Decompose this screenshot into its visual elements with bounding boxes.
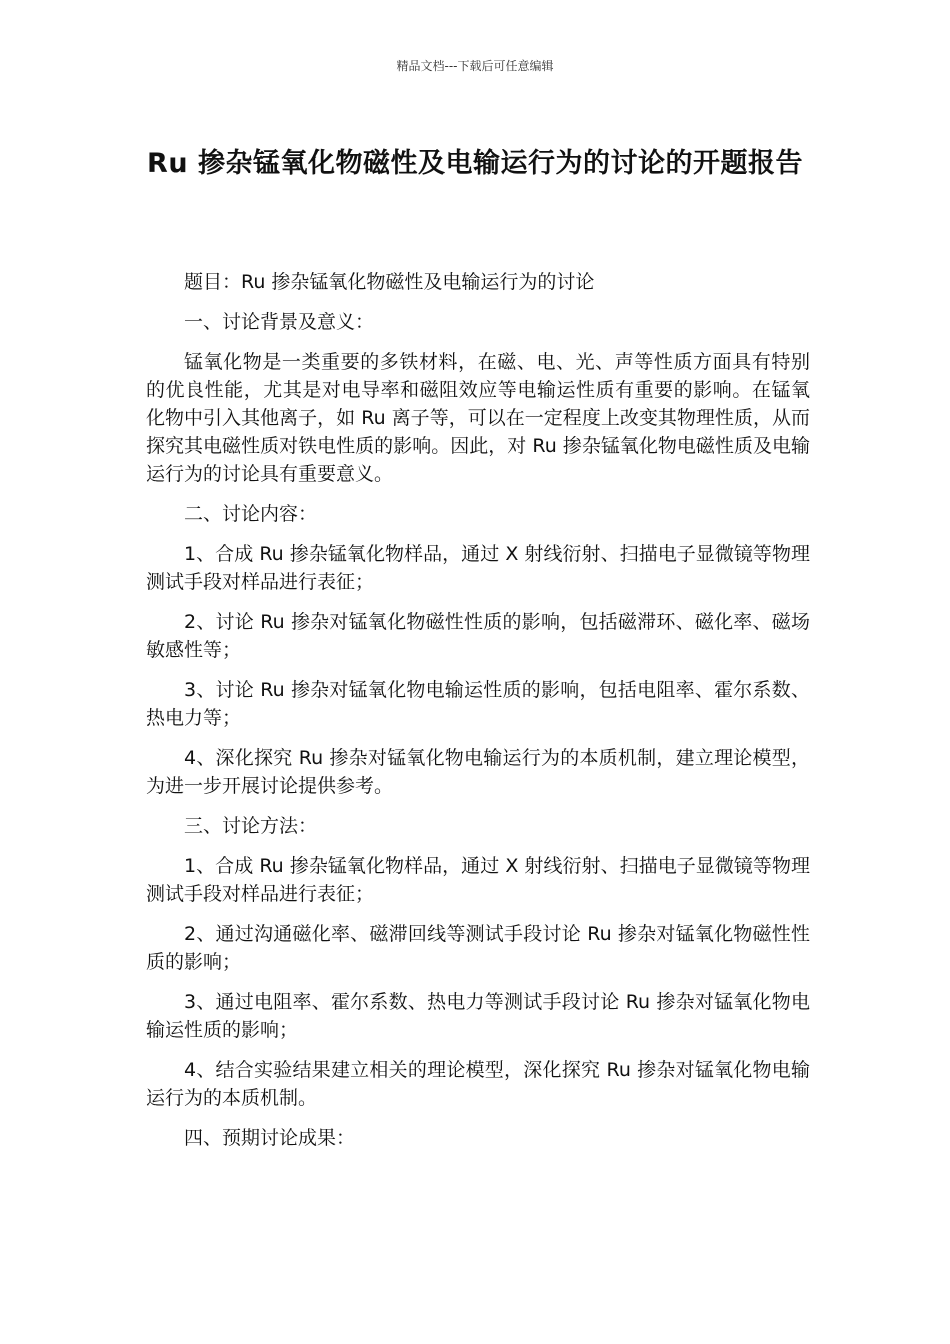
list-item: 1、合成 Ru 掺杂锰氧化物样品，通过 X 射线衍射、扫描电子显微镜等物理测试手段对样品进行表征； xyxy=(146,855,810,905)
section-heading-content: 二、讨论内容： xyxy=(184,503,318,525)
section-heading-methods: 三、讨论方法： xyxy=(184,815,318,837)
list-item: 1、合成 Ru 掺杂锰氧化物样品，通过 X 射线衍射、扫描电子显微镜等物理测试手段对样品进行表征； xyxy=(146,543,810,593)
list-item: 4、深化探究 Ru 掺杂对锰氧化物电输运行为的本质机制，建立理论模型，为进一步开展讨论提供参考。 xyxy=(146,747,810,797)
header-note: 精品文档---下载后可任意编辑 xyxy=(396,59,554,73)
list-item: 4、结合实验结果建立相关的理论模型，深化探究 Ru 掺杂对锰氧化物电输运行为的本质机制。 xyxy=(146,1059,810,1109)
document-title: Ru 掺杂锰氧化物磁性及电输运行为的讨论的开题报告 xyxy=(147,148,803,179)
document-body xyxy=(146,268,810,1164)
section-heading-results: 四、预期讨论成果： xyxy=(184,1127,356,1149)
list-item: 3、通过电阻率、霍尔系数、热电力等测试手段讨论 Ru 掺杂对锰氧化物电输运性质的影响； xyxy=(146,991,810,1041)
paragraph-background: 锰氧化物是一类重要的多铁材料，在磁、电、光、声等性质方面具有特别的优良性能，尤其是对电导率和磁阻效应等电输运性质有重要的影响。在锰氧化物中引入其他离子，如 Ru 离子等，可以在一定程度上改变其物理性质，从而探究其电磁性质对铁电性质的影响。因此，对 Ru 掺杂锰氧化物电磁性质及电输运行为的讨论具有重要意义。 xyxy=(146,351,810,485)
list-item: 2、通过沟通磁化率、磁滞回线等测试手段讨论 Ru 掺杂对锰氧化物磁性性质的影响； xyxy=(146,923,810,973)
paragraph-topic: 题目：Ru 掺杂锰氧化物磁性及电输运行为的讨论 xyxy=(184,271,595,293)
list-item: 2、讨论 Ru 掺杂对锰氧化物磁性性质的影响，包括磁滞环、磁化率、磁场敏感性等； xyxy=(146,611,810,661)
list-item: 3、讨论 Ru 掺杂对锰氧化物电输运性质的影响，包括电阻率、霍尔系数、热电力等； xyxy=(146,679,810,729)
section-heading-background: 一、讨论背景及意义： xyxy=(184,311,375,333)
